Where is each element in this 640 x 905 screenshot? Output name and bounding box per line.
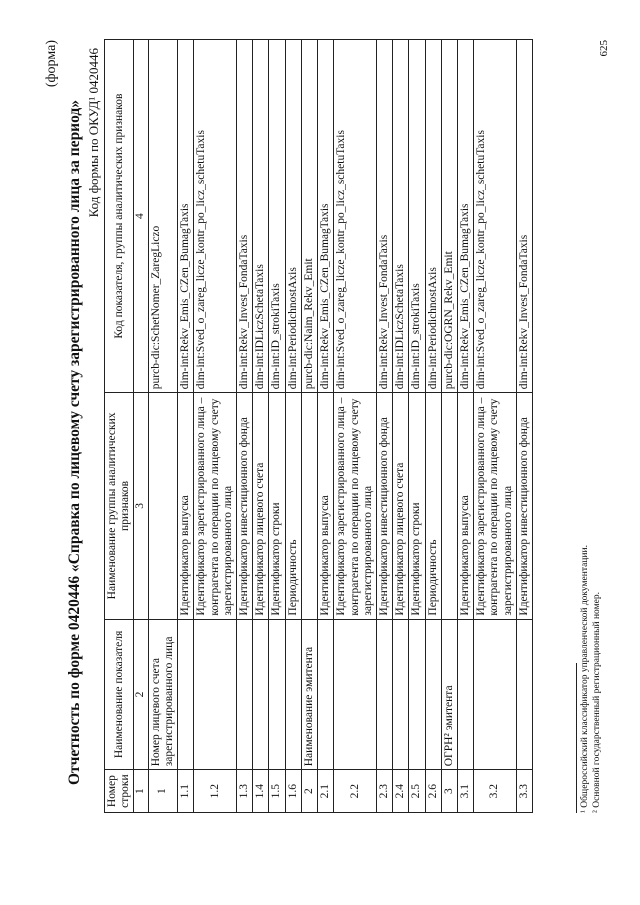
table-row — [516, 40, 532, 813]
code-cell: dim-int:Rekv_Invest_FondaTaxis — [516, 40, 532, 393]
code-cell: purcb-dic:SchetNomer_ZaregLiczo — [148, 40, 177, 393]
code-cell: dim-int:ID_strokiTaxis — [409, 40, 425, 393]
row-number-cell: 3 — [441, 770, 457, 813]
indicator-cell — [425, 619, 441, 770]
group-cell: Периодичность — [425, 393, 441, 619]
row-number-cell: 1 — [148, 770, 177, 813]
col-number: 4 — [134, 40, 148, 393]
page-number: 625 — [598, 40, 610, 57]
indicator-cell — [178, 619, 194, 770]
col-header-indicator: Наименование показателя — [105, 619, 134, 770]
group-cell: Идентификатор лицевого счета — [253, 393, 269, 619]
row-number-cell: 3.1 — [458, 770, 474, 813]
row-number-cell: 1.3 — [236, 770, 252, 813]
table-row — [301, 40, 317, 813]
code-cell: purcb-dic:OGRN_Rekv_Emit — [441, 40, 457, 393]
group-cell — [441, 393, 457, 619]
table-row — [458, 40, 474, 813]
row-number-cell: 3.3 — [516, 770, 532, 813]
indicator-cell — [318, 619, 334, 770]
report-table — [104, 39, 533, 813]
code-cell: dim-int:ID_strokiTaxis — [269, 40, 285, 393]
table-body — [148, 40, 532, 813]
indicator-cell: Наименование эмитента — [301, 619, 317, 770]
indicator-cell — [269, 619, 285, 770]
okud-code: Код формы по ОКУД¹ 0420446 — [86, 48, 101, 218]
row-number-cell: 2.2 — [334, 770, 377, 813]
indicator-cell — [458, 619, 474, 770]
table-row — [425, 40, 441, 813]
table-row — [236, 40, 252, 813]
group-cell — [148, 393, 177, 619]
table-row — [178, 40, 194, 813]
table-row — [148, 40, 177, 813]
code-cell: dim-int:PeriodichnostAxis — [285, 40, 301, 393]
group-cell: Идентификатор зарегистрированного лица – контрагента по операции по лицевому счету зарегистрированного лица — [194, 393, 237, 619]
group-cell: Идентификатор выпуска — [458, 393, 474, 619]
row-number-cell: 1.4 — [253, 770, 269, 813]
col-number: 1 — [134, 770, 148, 813]
table-row — [269, 40, 285, 813]
row-number-cell: 2.6 — [425, 770, 441, 813]
row-number-cell: 1.6 — [285, 770, 301, 813]
group-cell: Идентификатор лицевого счета — [393, 393, 409, 619]
table-row — [285, 40, 301, 813]
row-number-cell: 1.5 — [269, 770, 285, 813]
group-cell: Идентификатор зарегистрированного лица – контрагента по операции по лицевому счету зарегистрированного лица — [474, 393, 517, 619]
indicator-cell — [376, 619, 392, 770]
code-cell: dim-int:Rekv_Emis_CZen_BumagTaxis — [458, 40, 474, 393]
col-header-row-number: Номер строки — [105, 770, 134, 813]
code-cell: dim-int:Sved_o_zareg_licze_kontr_po_licz_schetuTaxis — [194, 40, 237, 393]
table-row — [474, 40, 517, 813]
code-cell: dim-int:Rekv_Emis_CZen_BumagTaxis — [178, 40, 194, 393]
code-cell: dim-int:Rekv_Emis_CZen_BumagTaxis — [318, 40, 334, 393]
row-number-cell: 2.4 — [393, 770, 409, 813]
table-row — [253, 40, 269, 813]
row-number-cell: 2.3 — [376, 770, 392, 813]
row-number-cell: 1.1 — [178, 770, 194, 813]
footnote-divider — [576, 663, 577, 813]
row-number-cell: 2.1 — [318, 770, 334, 813]
group-cell: Идентификатор инвестиционного фонда — [236, 393, 252, 619]
group-cell: Идентификатор инвестиционного фонда — [376, 393, 392, 619]
footnote-2: ² Основной государственный регистрационный номер. — [592, 592, 603, 813]
table-row — [441, 40, 457, 813]
table-row — [334, 40, 377, 813]
table-row — [318, 40, 334, 813]
group-cell: Идентификатор зарегистрированного лица – контрагента по операции по лицевому счету зарегистрированного лица — [334, 393, 377, 619]
group-cell: Периодичность — [285, 393, 301, 619]
indicator-cell — [516, 619, 532, 770]
code-cell: dim-int:Rekv_Invest_FondaTaxis — [376, 40, 392, 393]
col-header-group: Наименование группы аналитических признаков — [105, 393, 134, 619]
table-row — [409, 40, 425, 813]
indicator-cell: Номер лицевого счета зарегистрированного лица — [148, 619, 177, 770]
indicator-cell — [393, 619, 409, 770]
row-number-cell: 2.5 — [409, 770, 425, 813]
footnotes — [576, 545, 604, 813]
group-cell — [301, 393, 317, 619]
indicator-cell — [409, 619, 425, 770]
indicator-cell — [194, 619, 237, 770]
indicator-cell — [253, 619, 269, 770]
code-cell: dim-int:IDLiczSchetaTaxis — [253, 40, 269, 393]
table-row — [393, 40, 409, 813]
indicator-cell — [474, 619, 517, 770]
col-header-code: Код показателя, группы аналитических признаков — [105, 40, 134, 393]
row-number-cell: 1.2 — [194, 770, 237, 813]
row-number-cell: 3.2 — [474, 770, 517, 813]
indicator-cell — [334, 619, 377, 770]
table-row — [376, 40, 392, 813]
group-cell: Идентификатор выпуска — [318, 393, 334, 619]
code-cell: dim-int:Sved_o_zareg_licze_kontr_po_licz_schetuTaxis — [334, 40, 377, 393]
code-cell: dim-int:IDLiczSchetaTaxis — [393, 40, 409, 393]
form-label: (форма) — [44, 40, 59, 88]
code-cell: purcb-dic:Naim_Rekv_Emit — [301, 40, 317, 393]
code-cell: dim-int:Sved_o_zareg_licze_kontr_po_licz_schetuTaxis — [474, 40, 517, 393]
indicator-cell — [236, 619, 252, 770]
row-number-cell: 2 — [301, 770, 317, 813]
group-cell: Идентификатор строки — [409, 393, 425, 619]
code-cell: dim-int:PeriodichnostAxis — [425, 40, 441, 393]
indicator-cell: ОГРН² эмитента — [441, 619, 457, 770]
group-cell: Идентификатор выпуска — [178, 393, 194, 619]
group-cell: Идентификатор строки — [269, 393, 285, 619]
col-number: 2 — [134, 619, 148, 770]
column-number-row — [134, 40, 148, 813]
page-title: Отчетность по форме 0420446 «Справка по лицевому счету зарегистрированного лица за период» — [66, 99, 83, 786]
footnote-1: ¹ Общероссийский классификатор управленческой документации. — [580, 545, 590, 813]
table-header-row — [105, 40, 134, 813]
col-number: 3 — [134, 393, 148, 619]
group-cell: Идентификатор инвестиционного фонда — [516, 393, 532, 619]
indicator-cell — [285, 619, 301, 770]
table-row — [194, 40, 237, 813]
code-cell: dim-int:Rekv_Invest_FondaTaxis — [236, 40, 252, 393]
